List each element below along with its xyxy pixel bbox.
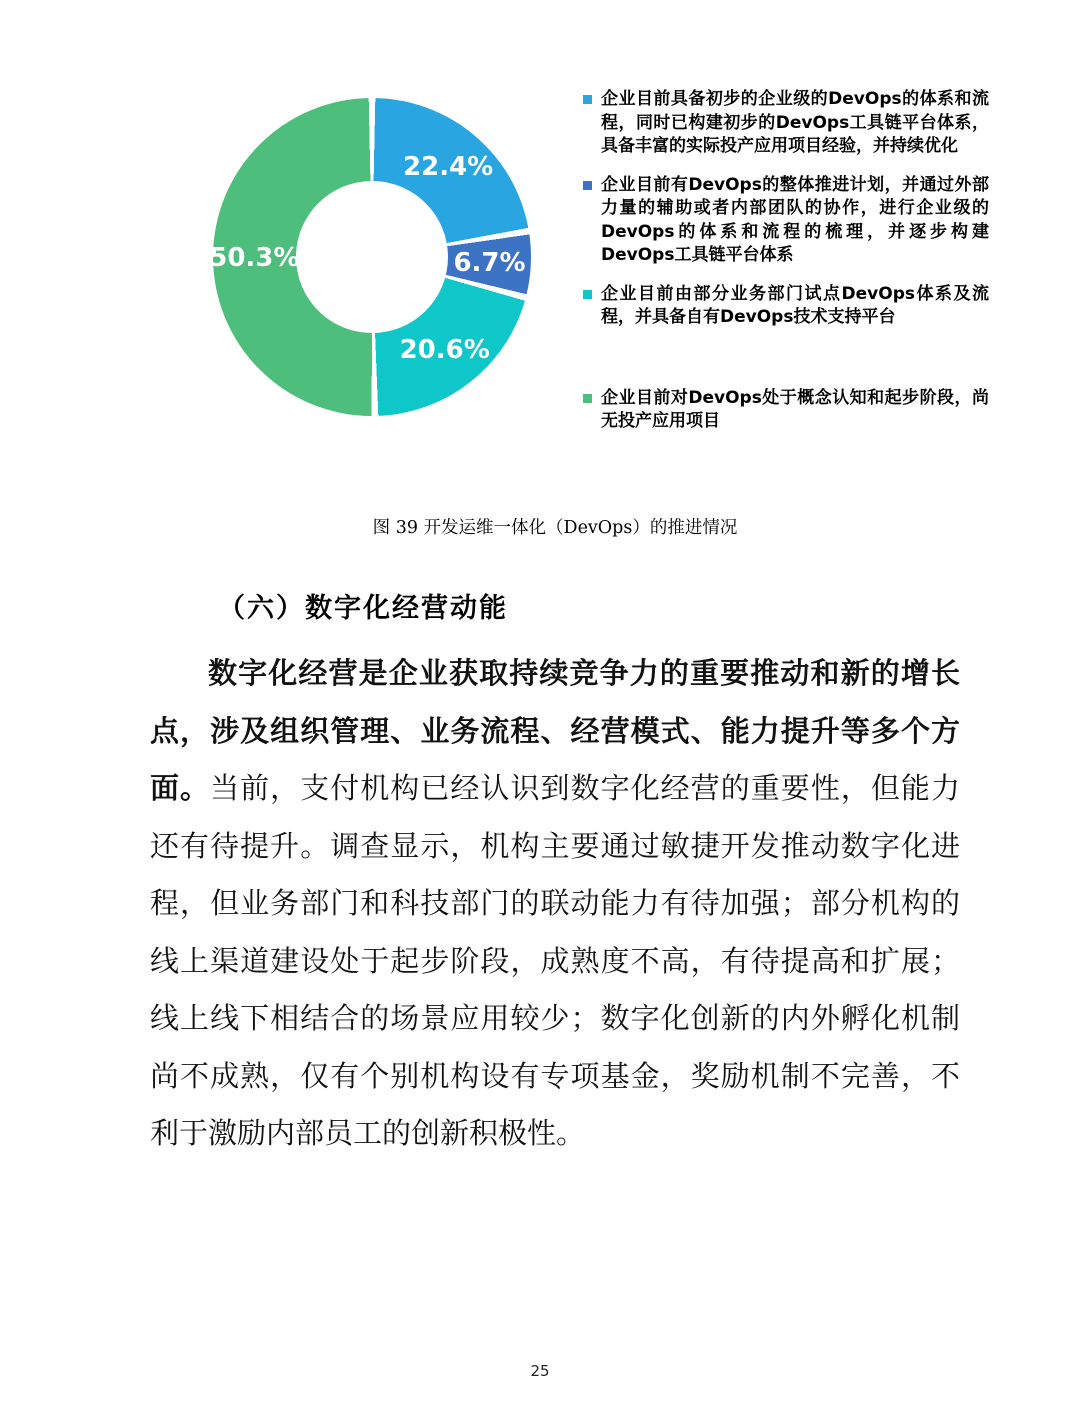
legend-label: 企业目前具备初步的企业级的DevOps的体系和流程，同时已构建初步的DevOps工具链平台体系，具备丰富的实际投产应用项目经验，并持续优化 (601, 89, 989, 156)
legend-label: 企业目前对DevOps处于概念认知和起步阶段，尚无投产应用项目 (601, 387, 989, 431)
figure-caption: 图 39 开发运维一体化（DevOps）的推进情况 (372, 518, 738, 538)
donut-hole (296, 181, 448, 333)
legend-item (583, 88, 989, 159)
pie-slice-label: 6.7% (453, 247, 526, 278)
legend-item (583, 174, 989, 268)
legend-label: 企业目前由部分业务部门试点DevOps体系及流程，并具备自有DevOps技术支持平台 (601, 283, 989, 327)
pie-slice-label: 20.6% (399, 334, 490, 365)
chart-legend (583, 88, 989, 434)
pie-slice-label: 22.4% (403, 152, 494, 183)
legend-swatch (583, 394, 592, 403)
donut-chart (209, 98, 531, 416)
body-paragraph (150, 645, 960, 1163)
legend-swatch (583, 290, 592, 299)
pie-slice-label: 50.3% (209, 243, 300, 274)
body-rest: 当前，支付机构已经认识到数字化经营的重要性，但能力还有待提升。调查显示，机构主要通过敏捷开发推动数字化进程，但业务部门和科技部门的联动能力有待加强；部分机构的线上渠道建设处于起步阶段，成熟度不高，有待提高和扩展；线上线下相结合的场景应用较少；数字化创新的内外孵化机制尚不成熟，仅有个别机构设有专项基金，奖励机制不完善，不利于激励内部员工的创新积极性。 (150, 771, 960, 1150)
section-heading: （六）数字化经营动能 (218, 593, 508, 624)
legend-swatch (583, 95, 592, 104)
legend-item (583, 283, 989, 330)
body-lead-bold: 数字化经营是企业获取持续竞争力的重要推动和新的增长点，涉及组织管理、业务流程、经营模式、能力提升等多个方面。 (150, 656, 960, 805)
page-number: 25 (530, 1362, 550, 1380)
legend-item (583, 387, 989, 434)
legend-swatch (583, 181, 592, 190)
legend-label: 企业目前有DevOps的整体推进计划，并通过外部力量的辅助或者内部团队的协作，进行企业级的DevOps的体系和流程的梳理，并逐步构建DevOps工具链平台体系 (601, 174, 989, 265)
